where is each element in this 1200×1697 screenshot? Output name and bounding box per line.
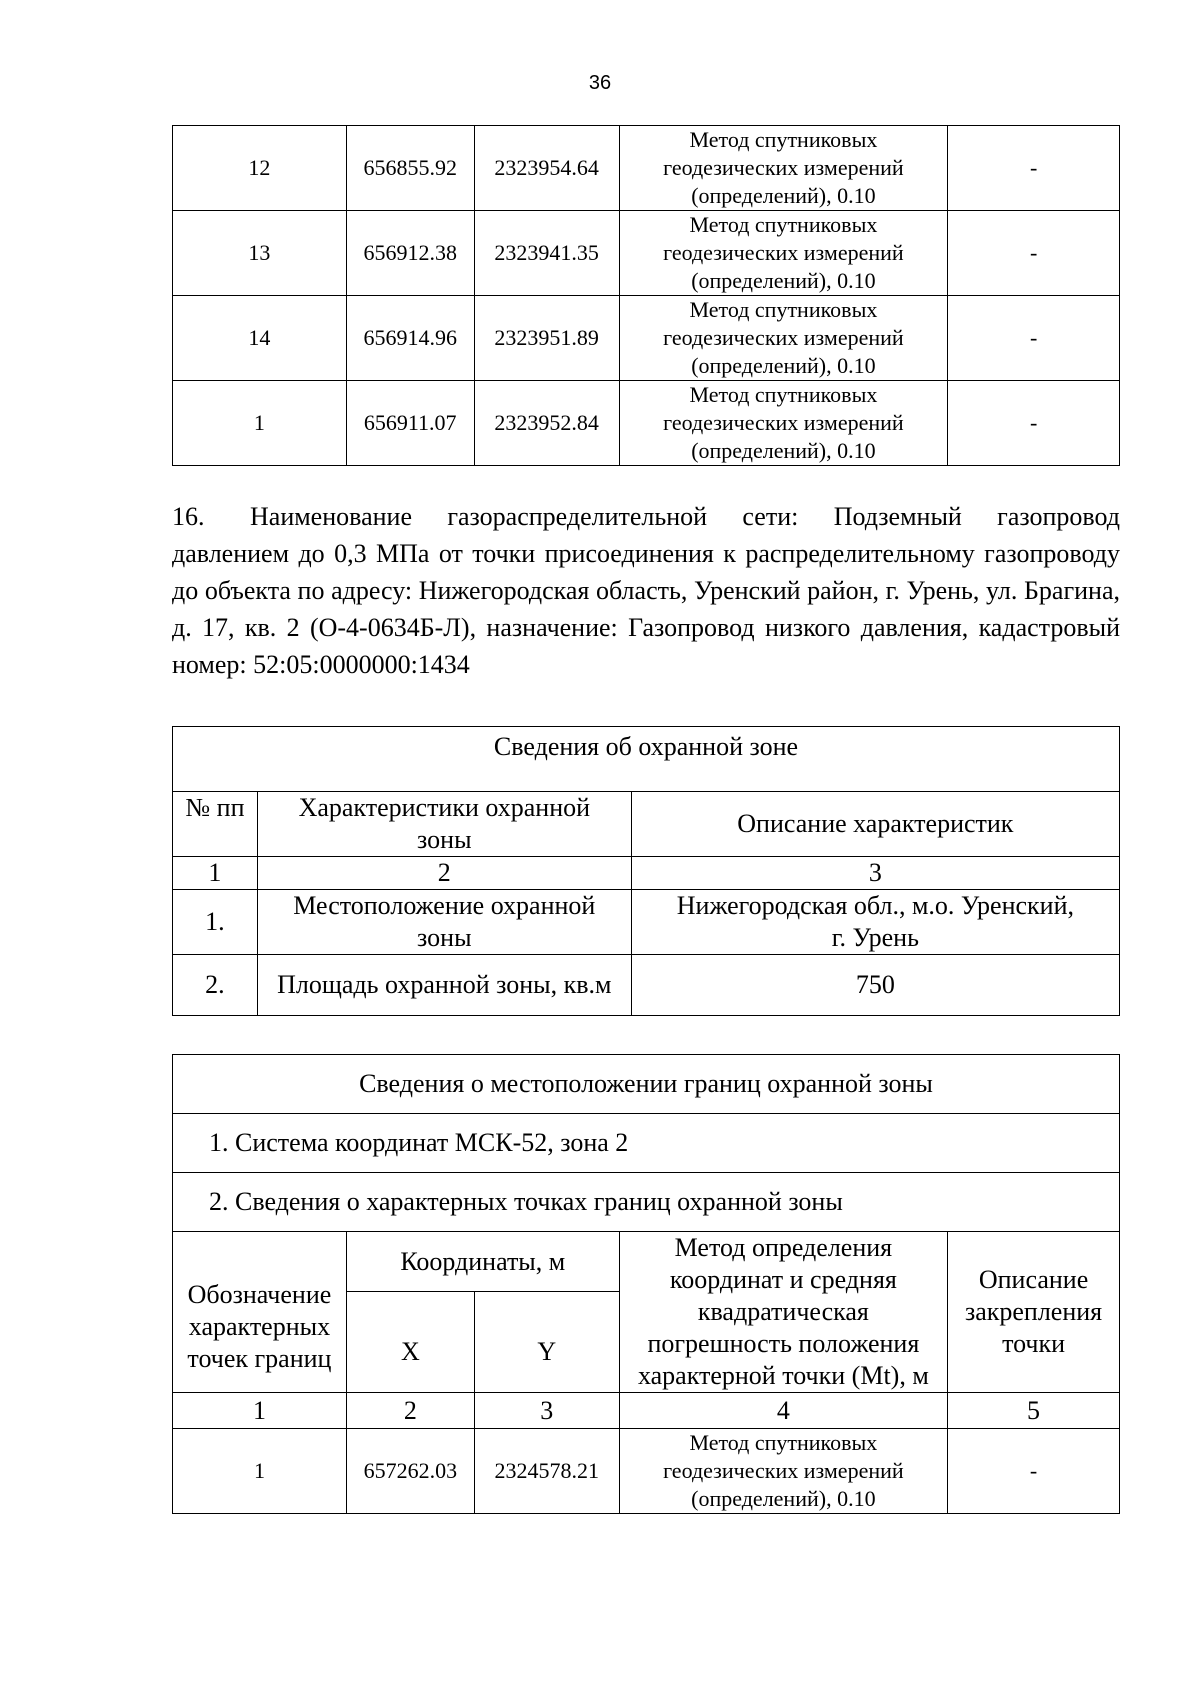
description-cell bbox=[631, 890, 1119, 955]
characteristic-cell bbox=[257, 890, 631, 955]
method-cell bbox=[619, 296, 948, 381]
table-row bbox=[173, 381, 1120, 466]
method-cell bbox=[619, 381, 948, 466]
characteristic-line2: зоны bbox=[417, 923, 472, 952]
coordinates-table-continued bbox=[172, 125, 1120, 466]
page-number: 36 bbox=[588, 72, 612, 94]
protection-zone-info-table bbox=[172, 726, 1120, 1016]
header-line: точки bbox=[1002, 1329, 1066, 1358]
characteristic-line1: Местоположение охранной bbox=[293, 891, 596, 920]
method-line: (определений), 0.10 bbox=[691, 353, 876, 378]
numbering-cell: 1 bbox=[173, 1393, 347, 1429]
method-line: Метод спутниковых bbox=[689, 212, 878, 237]
fixation-description-cell: - bbox=[948, 1429, 1120, 1514]
table-row bbox=[173, 211, 1120, 296]
method-line: Метод спутниковых bbox=[689, 1430, 878, 1455]
coordinate-system: 1. Система координат МСК-52, зона 2 bbox=[173, 1114, 1120, 1173]
row-number: 2. bbox=[173, 955, 258, 1016]
x-coordinate-cell: 656914.96 bbox=[346, 296, 474, 381]
method-line: геодезических измерений bbox=[663, 1458, 904, 1483]
header-line: характерных bbox=[188, 1312, 331, 1341]
col-header-fixation bbox=[948, 1232, 1120, 1393]
method-line: Метод спутниковых bbox=[689, 382, 878, 407]
y-coordinate-cell: 2323941.35 bbox=[474, 211, 619, 296]
method-cell bbox=[619, 211, 948, 296]
table-row bbox=[173, 1429, 1120, 1514]
method-line: Метод спутниковых bbox=[689, 297, 878, 322]
col-header-characteristics bbox=[257, 792, 631, 857]
method-line: геодезических измерений bbox=[663, 240, 904, 265]
point-number-cell: 12 bbox=[173, 126, 347, 211]
header-line: Обозначение bbox=[187, 1280, 332, 1309]
method-cell bbox=[619, 126, 948, 211]
x-coordinate-cell: 656912.38 bbox=[346, 211, 474, 296]
col-header-point-designation bbox=[173, 1232, 347, 1393]
description-cell: 750 bbox=[631, 955, 1119, 1016]
col-header-method bbox=[619, 1232, 947, 1393]
point-number-cell: 1 bbox=[173, 1429, 347, 1514]
header-line: квадратическая bbox=[697, 1297, 869, 1326]
point-number-cell: 13 bbox=[173, 211, 347, 296]
method-line: (определений), 0.10 bbox=[691, 268, 876, 293]
fixation-description-cell: - bbox=[948, 211, 1120, 296]
header-line: Описание bbox=[978, 1265, 1089, 1294]
point-number-cell: 1 bbox=[173, 381, 347, 466]
fixation-description-cell: - bbox=[948, 296, 1120, 381]
numbering-cell: 4 bbox=[619, 1393, 947, 1429]
method-line: (определений), 0.10 bbox=[691, 183, 876, 208]
boundaries-title: Сведения о местоположении границ охранной зоны bbox=[173, 1055, 1120, 1114]
header-line: погрешность положения bbox=[647, 1329, 920, 1358]
x-coordinate-cell: 656911.07 bbox=[346, 381, 474, 466]
col-header-characteristics-line2: зоны bbox=[417, 825, 472, 854]
col-header-x: X bbox=[346, 1292, 474, 1393]
protection-zone-boundaries-table bbox=[172, 1054, 1120, 1514]
row-number: 1. bbox=[173, 890, 258, 955]
fixation-description-cell: - bbox=[948, 126, 1120, 211]
header-line: координат и средняя bbox=[669, 1265, 897, 1294]
method-line: Метод спутниковых bbox=[689, 127, 878, 152]
method-line: геодезических измерений bbox=[663, 155, 904, 180]
description-line2: г. Урень bbox=[831, 923, 919, 952]
x-coordinate-cell: 657262.03 bbox=[346, 1429, 474, 1514]
y-coordinate-cell: 2323952.84 bbox=[474, 381, 619, 466]
col-header-characteristics-line1: Характеристики охранной bbox=[298, 793, 591, 822]
numbering-cell: 1 bbox=[173, 857, 258, 890]
header-line: закрепления bbox=[964, 1297, 1103, 1326]
col-header-coordinates: Координаты, м bbox=[346, 1232, 619, 1292]
method-line: геодезических измерений bbox=[663, 325, 904, 350]
point-number-cell: 14 bbox=[173, 296, 347, 381]
item-16-paragraph bbox=[172, 498, 1120, 683]
header-line: характерной точки (Mt), м bbox=[637, 1361, 929, 1390]
col-header-description: Описание характеристик bbox=[631, 792, 1119, 857]
numbering-cell: 5 bbox=[948, 1393, 1120, 1429]
numbering-cell: 3 bbox=[631, 857, 1119, 890]
header-line: Метод определения bbox=[674, 1233, 893, 1262]
item-16-number: 16. bbox=[172, 502, 205, 531]
table-row bbox=[173, 296, 1120, 381]
header-line: точек границ bbox=[187, 1344, 332, 1373]
numbering-cell: 3 bbox=[474, 1393, 619, 1429]
y-coordinate-cell: 2323951.89 bbox=[474, 296, 619, 381]
item-16-text: Наименование газораспределительной сети: Подземный газопровод давлением до 0,3 МПа от точки присоединения к распределительному газопроводу до объекта по адресу: Нижегородская область, Уренский район, г. Урень, ул. Брагина, д. 17, кв. 2 (О-4-0634Б-Л), назначение: Газопровод низкого давления, кадастровый номер: 52:05:0000000:1434 bbox=[172, 502, 1120, 679]
method-line: (определений), 0.10 bbox=[691, 438, 876, 463]
method-cell bbox=[619, 1429, 947, 1514]
characteristic-cell: Площадь охранной зоны, кв.м bbox=[257, 955, 631, 1016]
x-coordinate-cell: 656855.92 bbox=[346, 126, 474, 211]
numbering-cell: 2 bbox=[346, 1393, 474, 1429]
col-header-number: № пп bbox=[173, 792, 258, 857]
col-header-y: Y bbox=[474, 1292, 619, 1393]
y-coordinate-cell: 2324578.21 bbox=[474, 1429, 619, 1514]
y-coordinate-cell: 2323954.64 bbox=[474, 126, 619, 211]
description-line1: Нижегородская обл., м.о. Уренский, bbox=[676, 891, 1074, 920]
fixation-description-cell: - bbox=[948, 381, 1120, 466]
table-row bbox=[173, 126, 1120, 211]
method-line: (определений), 0.10 bbox=[691, 1486, 876, 1511]
numbering-cell: 2 bbox=[257, 857, 631, 890]
points-section-title: 2. Сведения о характерных точках границ охранной зоны bbox=[173, 1173, 1120, 1232]
method-line: геодезических измерений bbox=[663, 410, 904, 435]
zone-info-title: Сведения об охранной зоне bbox=[173, 727, 1120, 792]
